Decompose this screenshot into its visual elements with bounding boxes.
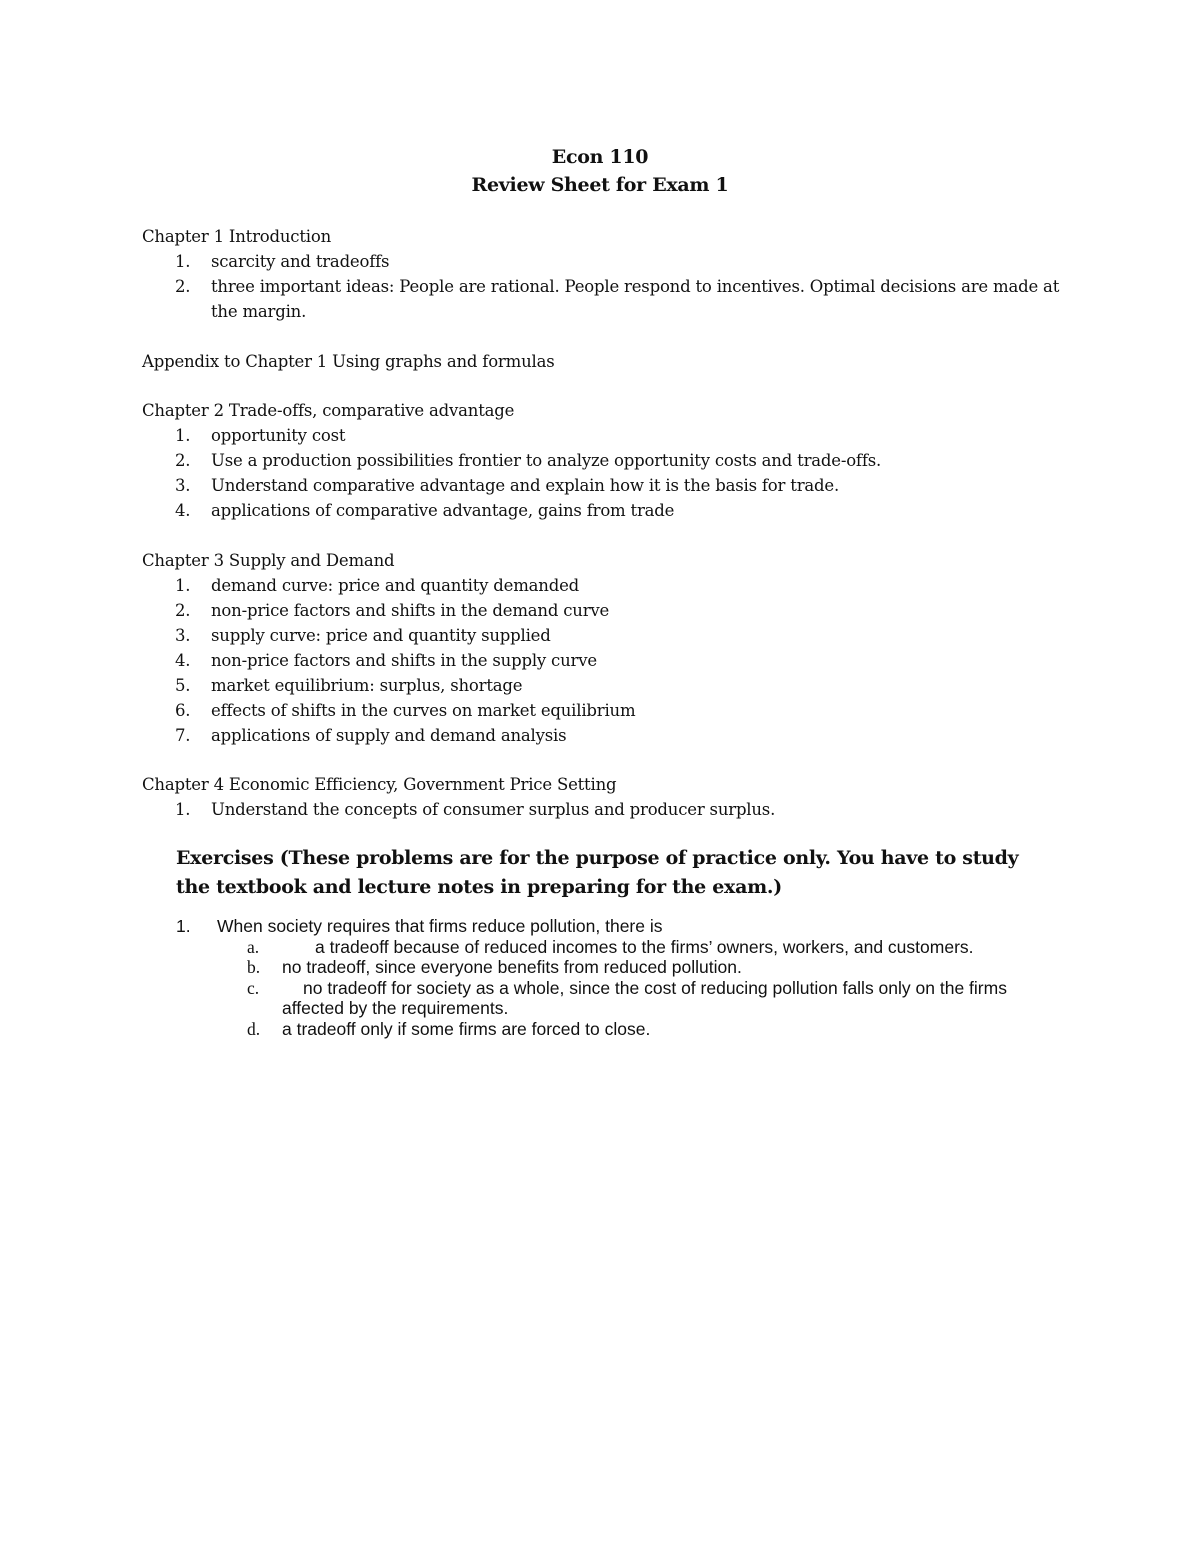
item-number: 1. bbox=[175, 426, 191, 445]
item-text: market equilibrium: surplus, shortage bbox=[211, 675, 523, 695]
option-letter: d. bbox=[247, 1018, 261, 1039]
answer-option-c bbox=[176, 978, 1056, 1019]
list-item bbox=[142, 623, 1062, 648]
chapter-4-heading: Chapter 4 Economic Efficiency, Government Price Setting bbox=[142, 775, 617, 794]
answer-option-d bbox=[176, 1019, 1056, 1040]
chapter-2-list bbox=[142, 423, 1062, 523]
list-item bbox=[142, 673, 1062, 698]
item-number: 2. bbox=[175, 451, 191, 470]
chapter-3-heading: Chapter 3 Supply and Demand bbox=[142, 550, 395, 570]
section-appendix bbox=[142, 349, 1062, 374]
item-text: non-price factors and shifts in the demand curve bbox=[211, 600, 610, 620]
item-number: 4. bbox=[175, 650, 191, 670]
exercises-heading: Exercises (These problems are for the purpose of practice only. You have to study the textbook and lecture notes in preparing for the exam.) bbox=[176, 847, 1019, 898]
course-title: Econ 110 bbox=[551, 146, 649, 168]
list-item bbox=[142, 448, 1062, 473]
list-item bbox=[142, 274, 1062, 324]
item-text: applications of comparative advantage, gains from trade bbox=[211, 501, 675, 520]
list-item bbox=[142, 423, 1062, 448]
list-item bbox=[142, 473, 1062, 498]
option-text: a tradeoff only if some firms are forced to close. bbox=[282, 1018, 651, 1039]
option-text: a tradeoff because of reduced incomes to the firms’ owners, workers, and customers. bbox=[315, 936, 974, 957]
item-text: Understand the concepts of consumer surplus and producer surplus. bbox=[211, 800, 776, 819]
item-number: 1. bbox=[175, 575, 191, 595]
sheet-title: Review Sheet for Exam 1 bbox=[471, 174, 729, 196]
item-number: 3. bbox=[175, 476, 191, 495]
list-item bbox=[142, 249, 1062, 274]
option-text: no tradeoff for society as a whole, since the cost of reducing pollution falls only on the firms affected by the requirements. bbox=[282, 977, 1007, 1018]
appendix-heading: Appendix to Chapter 1 Using graphs and formulas bbox=[142, 351, 555, 371]
item-text: Understand comparative advantage and explain how it is the basis for trade. bbox=[211, 476, 839, 495]
list-item bbox=[142, 598, 1062, 623]
item-text: scarcity and tradeoffs bbox=[211, 252, 390, 271]
section-chapter-4 bbox=[142, 772, 1062, 822]
item-text: non-price factors and shifts in the supply curve bbox=[211, 650, 597, 670]
item-number: 4. bbox=[175, 501, 191, 520]
question-text: When society requires that firms reduce pollution, there is bbox=[217, 916, 663, 936]
title-block bbox=[0, 143, 1200, 199]
item-number: 5. bbox=[175, 675, 191, 695]
item-text: demand curve: price and quantity demanded bbox=[211, 575, 580, 595]
chapter-4-list bbox=[142, 797, 1062, 822]
section-chapter-1 bbox=[142, 224, 1062, 324]
list-item bbox=[142, 797, 1062, 822]
option-text: no tradeoff, since everyone benefits from reduced pollution. bbox=[282, 957, 742, 977]
item-number: 3. bbox=[175, 625, 191, 645]
item-number: 6. bbox=[175, 700, 191, 720]
list-item bbox=[142, 573, 1062, 598]
item-text: supply curve: price and quantity supplied bbox=[211, 625, 551, 645]
list-item bbox=[142, 648, 1062, 673]
option-letter: b. bbox=[247, 957, 261, 977]
chapter-1-list bbox=[142, 249, 1062, 324]
item-text: applications of supply and demand analysis bbox=[211, 725, 567, 745]
chapter-3-list bbox=[142, 573, 1062, 748]
section-chapter-2 bbox=[142, 398, 1062, 523]
item-text: effects of shifts in the curves on market equilibrium bbox=[211, 700, 636, 720]
item-number: 7. bbox=[175, 725, 191, 745]
item-number: 1. bbox=[175, 252, 191, 271]
list-item bbox=[142, 698, 1062, 723]
item-text: opportunity cost bbox=[211, 426, 346, 445]
item-text: three important ideas: People are rational. People respond to incentives. Optimal decisions are made at the margin. bbox=[211, 277, 1060, 321]
option-letter: c. bbox=[247, 977, 260, 998]
item-number: 1. bbox=[175, 800, 191, 819]
item-number: 2. bbox=[175, 600, 191, 620]
list-item bbox=[142, 498, 1062, 523]
list-item bbox=[142, 723, 1062, 748]
option-letter: a. bbox=[247, 936, 260, 957]
chapter-2-heading: Chapter 2 Trade-offs, comparative advantage bbox=[142, 401, 515, 420]
chapter-1-heading: Chapter 1 Introduction bbox=[142, 227, 332, 246]
answer-options bbox=[176, 937, 1056, 1040]
item-number: 2. bbox=[175, 277, 191, 296]
question-stem bbox=[176, 916, 1056, 937]
item-text: Use a production possibilities frontier to analyze opportunity costs and trade-offs. bbox=[211, 451, 882, 470]
question-1 bbox=[176, 916, 1056, 1039]
section-chapter-3 bbox=[142, 548, 1062, 748]
review-content bbox=[142, 224, 1062, 847]
answer-option-b bbox=[176, 957, 1056, 978]
answer-option-a bbox=[176, 937, 1056, 958]
question-number: 1. bbox=[176, 916, 191, 936]
